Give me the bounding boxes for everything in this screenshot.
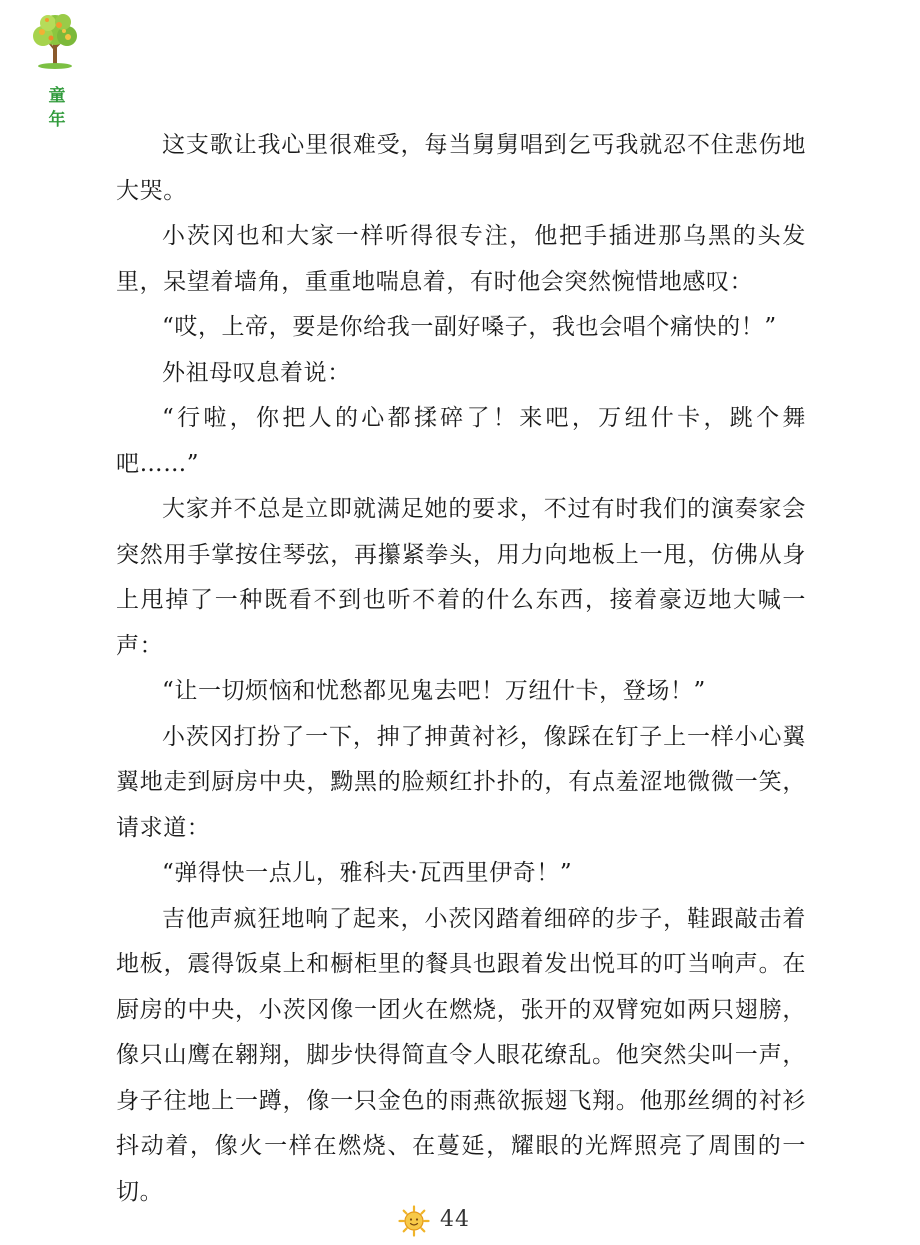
paragraph: 这支歌让我心里很难受，每当舅舅唱到乞丐我就忍不住悲伤地大哭。 [116,132,806,204]
tree-logo-icon [28,10,82,72]
paragraph: 小茨冈也和大家一样听得很专注，他把手插进那乌黑的头发里，呆望着墙角，重重地喘息着，有时他会突然惋惜地感叹： [116,223,806,295]
paragraph: 大家并不总是立即就满足她的要求，不过有时我们的演奏家会突然用手掌按住琴弦，再攥紧拳头，用力向地板上一甩，仿佛从身上甩掉了一种既看不到也听不着的什么东西，接着豪迈地大喊一声： [116,496,806,659]
page-number: 44 [440,1207,470,1232]
body-text [116,123,806,1215]
paragraph: 小茨冈打扮了一下，抻了抻黄衬衫，像踩在钉子上一样小心翼翼地走到厨房中央，黝黑的脸颊红扑扑的，有点羞涩地微微一笑，请求道： [116,723,806,841]
paragraph: “行啦，你把人的心都揉碎了！来吧，万纽什卡，跳个舞吧……” [116,405,806,477]
paragraph: “让一切烦恼和忧愁都见鬼去吧！万纽什卡，登场！” [162,678,706,704]
paragraph: “哎，上帝，要是你给我一副好嗓子，我也会唱个痛快的！” [162,314,777,340]
page-footer [0,1203,920,1239]
paragraph: “弹得快一点儿，雅科夫·瓦西里伊奇！” [162,860,573,886]
sun-icon [398,1205,430,1237]
paragraph: 吉他声疯狂地响了起来，小茨冈踏着细碎的步子，鞋跟敲击着地板，震得饭桌上和橱柜里的餐具也跟着发出悦耳的叮当响声。在厨房的中央，小茨冈像一团火在燃烧，张开的双臂宛如两只翅膀，像只山鹰在翱翔，脚步快得简直令人眼花缭乱。他突然尖叫一声，身子往地上一蹲，像一只金色的雨燕欲振翅飞翔。他那丝绸的衬衫抖动着，像火一样在燃烧、在蔓延，耀眼的光辉照亮了周围的一切。 [116,905,806,1205]
paragraph: 外祖母叹息着说： [162,359,351,386]
book-title: 童年 [48,86,66,130]
